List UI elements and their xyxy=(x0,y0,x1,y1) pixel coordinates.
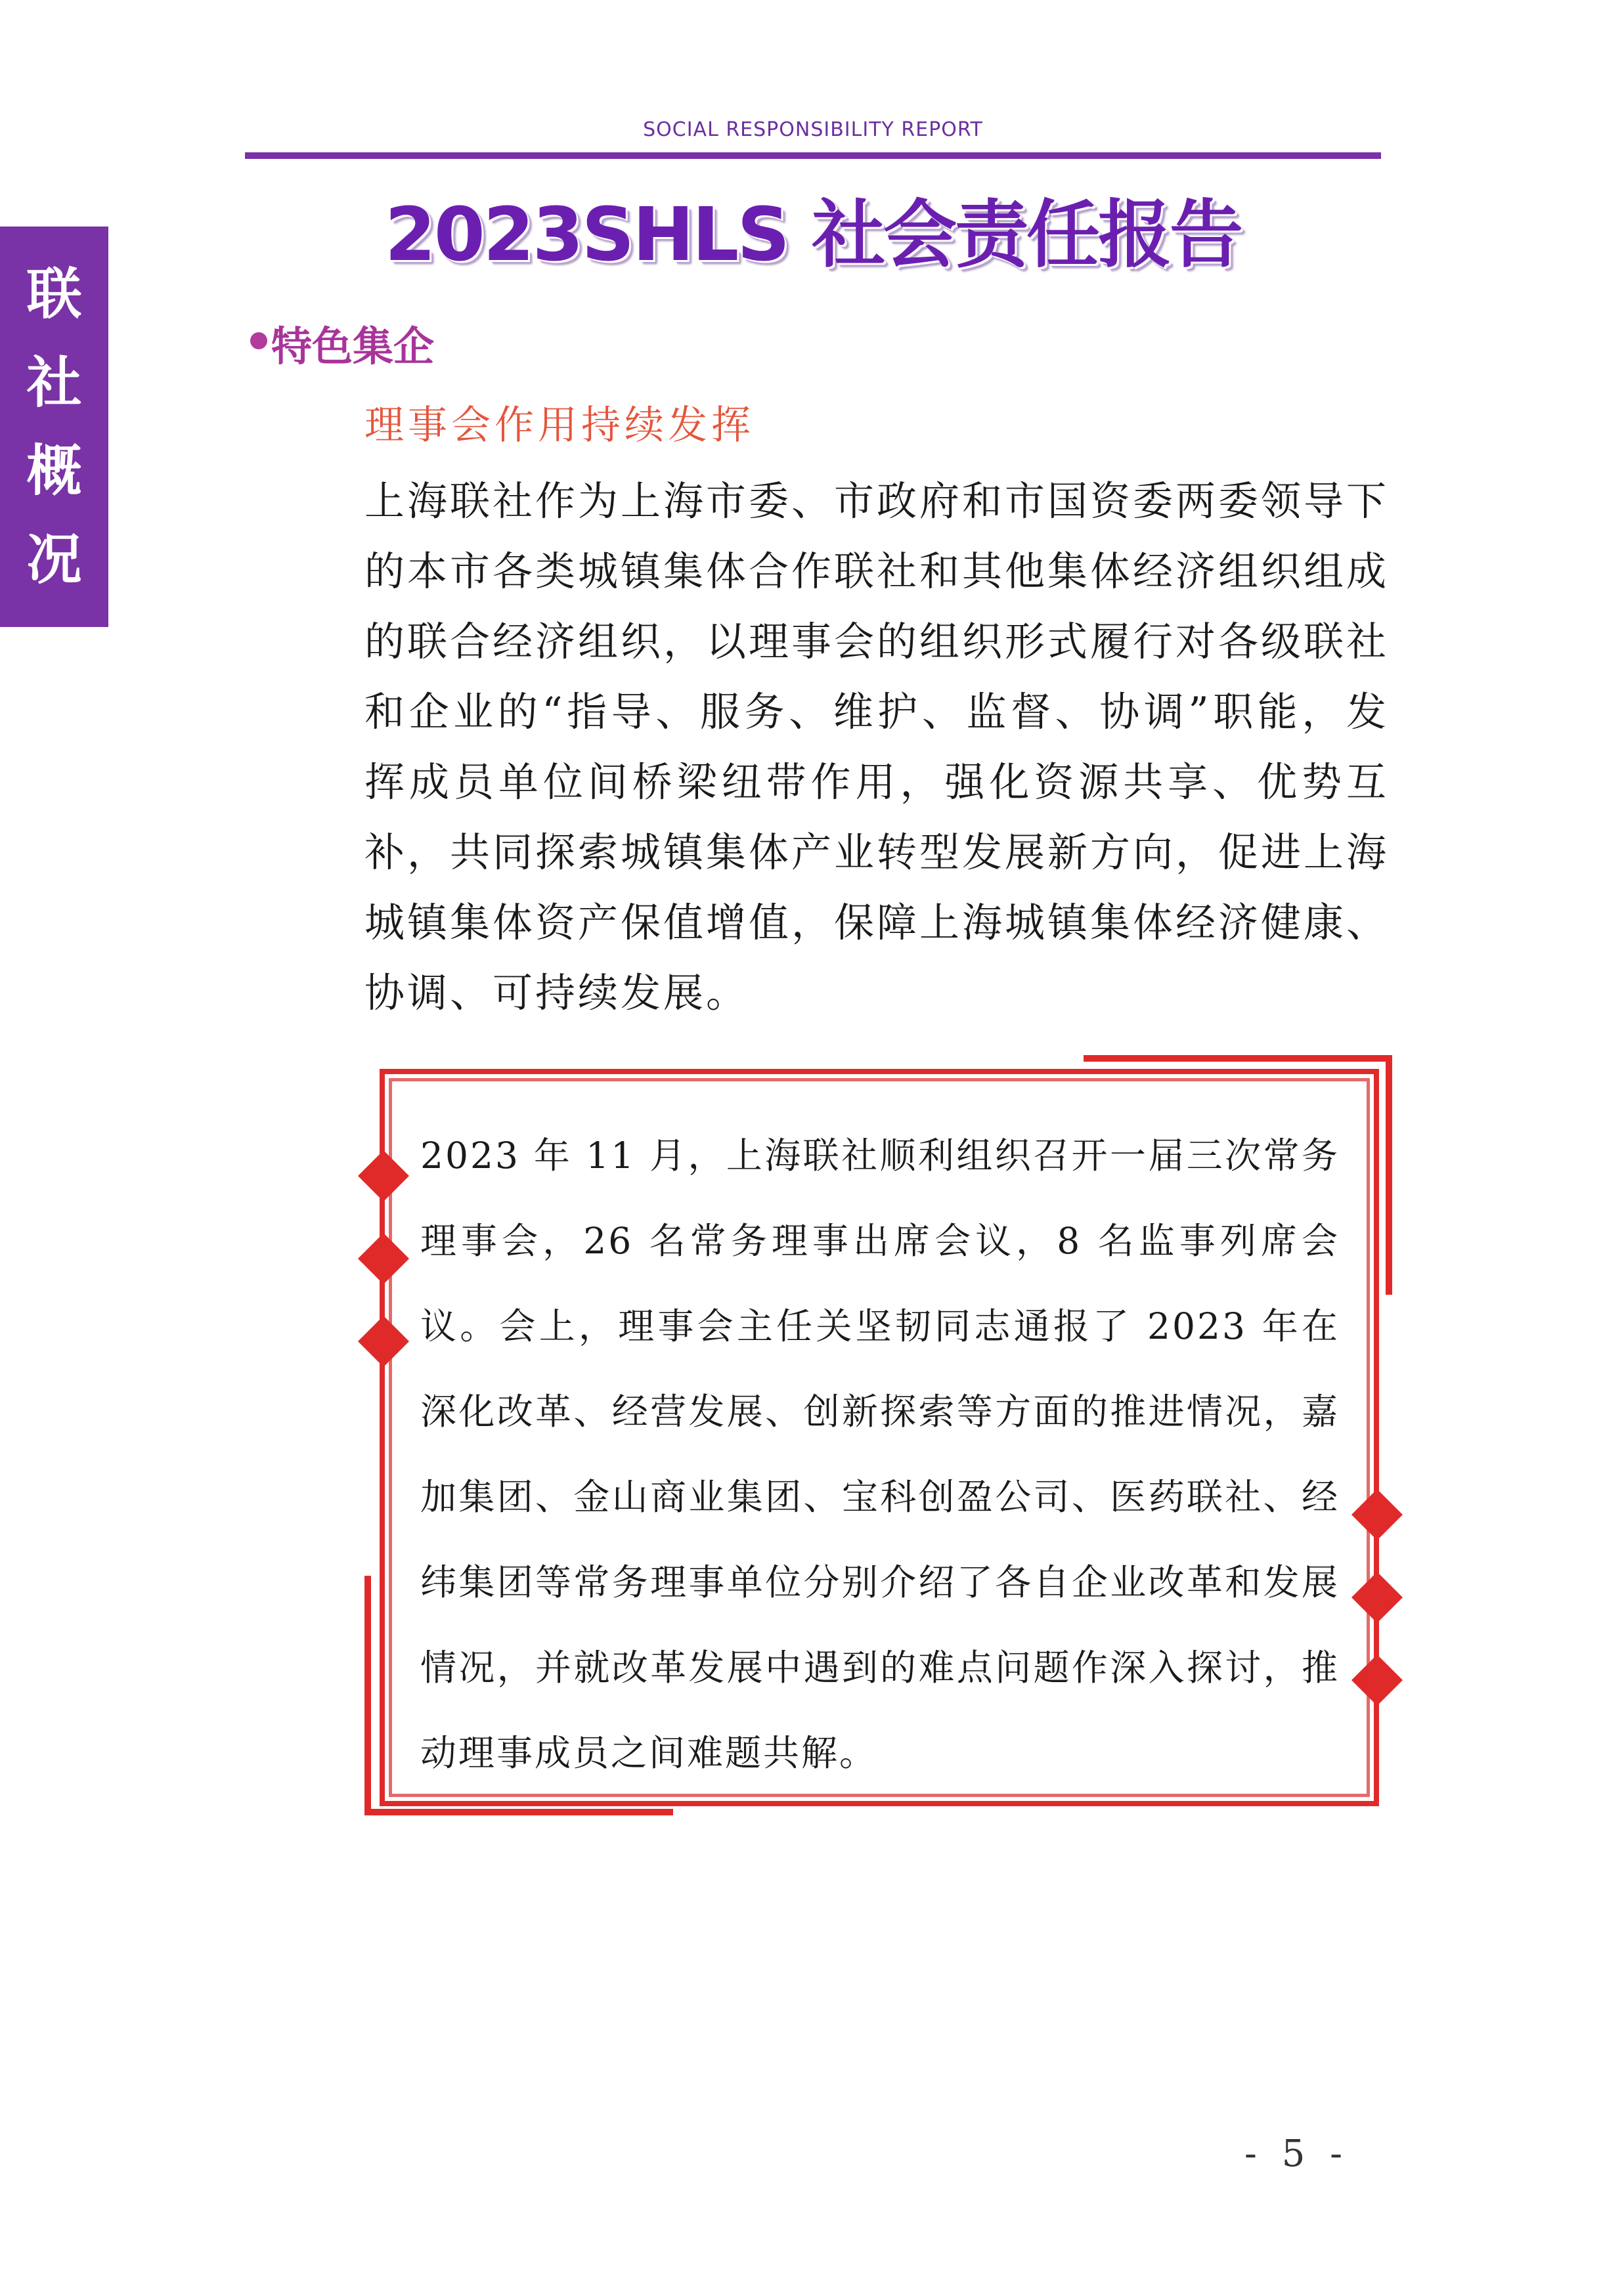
chapter-tab-char: 况 xyxy=(26,527,82,592)
subsection-heading: 理事会作用持续发挥 xyxy=(364,402,755,448)
diamond-icon xyxy=(358,1316,409,1367)
diamond-icon xyxy=(358,1233,409,1284)
header-divider xyxy=(245,152,1381,159)
chapter-tab xyxy=(0,227,108,627)
chapter-tab-char: 社 xyxy=(26,350,82,415)
diamond-icon xyxy=(1351,1655,1403,1706)
report-caption: SOCIAL RESPONSIBILITY REPORT xyxy=(643,118,983,141)
diamond-icon xyxy=(358,1150,409,1202)
chapter-tab-char: 概 xyxy=(26,439,82,504)
chapter-tab-char: 联 xyxy=(26,261,82,326)
report-title: 2023SHLS 社会责任报告 xyxy=(384,192,1242,278)
diamond-icon xyxy=(1351,1572,1403,1623)
highlight-box-text: 2023 年 11 月，上海联社顺利组织召开一届三次常务理事会，26 名常务理事出席会议，8 名监事列席会议。会上，理事会主任关坚韧同志通报了 2023 年在深化改革、经营发展、创新探索等方面的推进情况，嘉加集团、金山商业集团、宝科创盈公司、医药联社、经纬集团等常务理事单位分别介绍了各自企业改革和发展情况，并就改革发展中遇到的难点问题作深入探讨，推动理事成员之间难题共解。 xyxy=(420,1135,1340,1774)
body-paragraph: 上海联社作为上海市委、市政府和市国资委两委领导下的本市各类城镇集体合作联社和其他集体经济组织组成的联合经济组织，以理事会的组织形式履行对各级联社和企业的“指导、服务、维护、监督、协调”职能，发挥成员单位间桥梁纽带作用，强化资源共享、优势互补，共同探索城镇集体产业转型发展新方向，促进上海城镇集体资产保值增值，保障上海城镇集体经济健康、协调、可持续发展。 xyxy=(364,478,1390,1016)
page-number: - 5 - xyxy=(1244,2133,1350,2175)
bullet-icon xyxy=(250,332,267,349)
diamond-icon xyxy=(1351,1489,1403,1540)
section-heading: 特色集企 xyxy=(271,322,435,370)
